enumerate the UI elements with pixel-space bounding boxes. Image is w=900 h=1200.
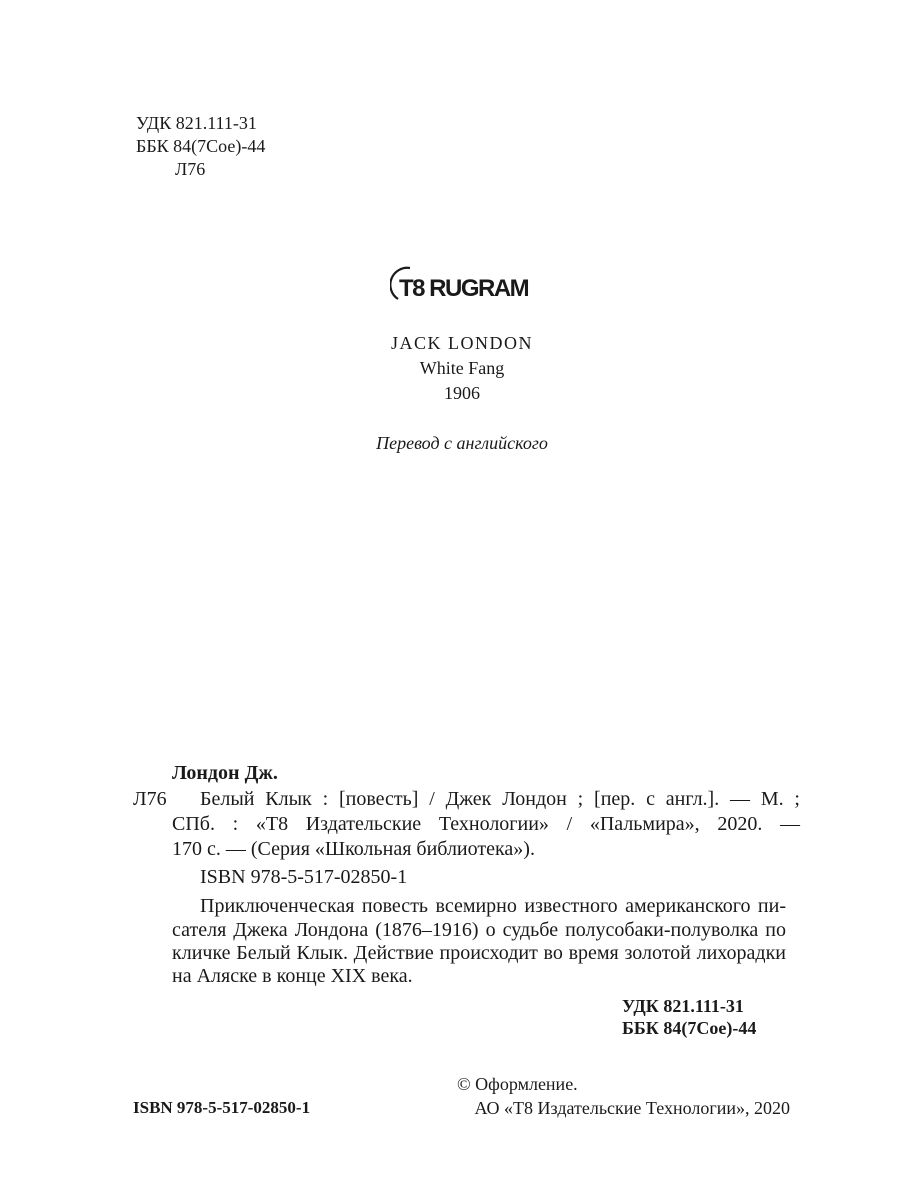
catalog-line: Белый Клык : [повесть] / Джек Лондон ; [пер. с англ.]. — М. ; <box>200 788 800 810</box>
annotation-line: на Аляске в конце XIX века. <box>172 965 413 987</box>
annotation-line: Приключенческая повесть всемирно известного американского пи- <box>200 895 786 917</box>
catalog-bbk: ББК 84(7Сое)-44 <box>622 1018 757 1038</box>
publisher-logo <box>390 264 535 304</box>
annotation-line: кличке Белый Клык. Действие происходит во время золотой лихорадки <box>172 942 786 964</box>
copyright-line: © Оформление. <box>457 1074 578 1094</box>
annotation-line: сателя Джека Лондона (1876–1916) о судьбе полусобаки-полуволка по <box>172 919 786 941</box>
catalog-line: СПб. : «Т8 Издательские Технологии» / «Пальмира», 2020. — <box>172 813 800 835</box>
udk-code: УДК 821.111-31 <box>136 113 257 133</box>
catalog-author-heading: Лондон Дж. <box>172 762 278 784</box>
bbk-code: ББК 84(7Сое)-44 <box>136 136 266 156</box>
copyright-holder: АО «Т8 Издательские Технологии», 2020 <box>474 1098 790 1118</box>
rugram-logo-icon <box>390 264 535 304</box>
catalog-line: 170 с. — (Серия «Школьная библиотека»). <box>172 838 535 860</box>
original-year: 1906 <box>444 383 480 403</box>
catalog-udk: УДК 821.111-31 <box>622 996 744 1016</box>
author-name: JACK LONDON <box>391 333 533 353</box>
original-title: White Fang <box>419 358 505 378</box>
author-mark: Л76 <box>175 159 206 179</box>
footer-isbn: ISBN 978-5-517-02850-1 <box>133 1098 311 1117</box>
translation-note: Перевод с английского <box>376 433 548 453</box>
catalog-isbn: ISBN 978-5-517-02850-1 <box>200 866 408 888</box>
svg-text:T8 RUGRAM: T8 RUGRAM <box>399 275 529 302</box>
catalog-author-mark: Л76 <box>133 788 167 810</box>
